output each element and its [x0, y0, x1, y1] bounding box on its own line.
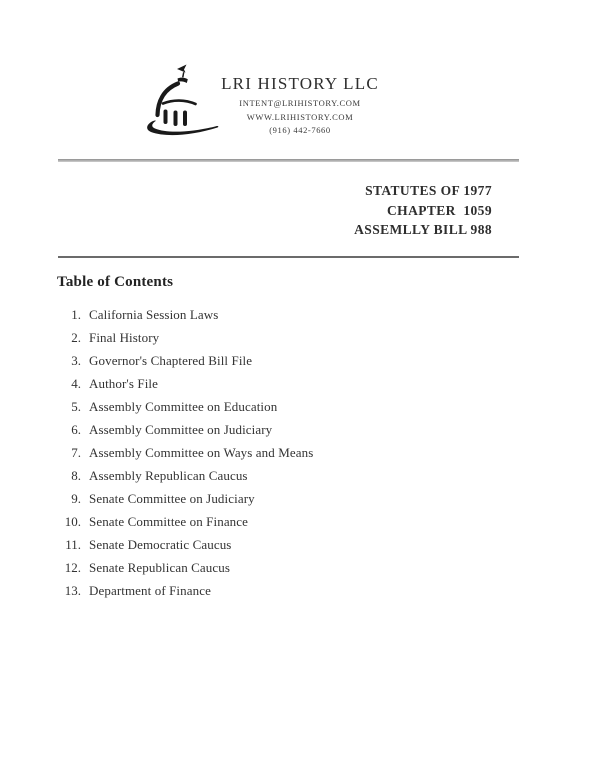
toc-item-label: Assembly Committee on Education	[89, 399, 278, 414]
toc-item-label: Governor's Chaptered Bill File	[89, 353, 253, 368]
toc-item-number: 11.	[65, 537, 81, 552]
company-name: LRI HISTORY LLC	[221, 74, 379, 93]
company-contacts	[0, 97, 600, 138]
company-email: INTENT@LRIHISTORY.COM	[239, 98, 361, 108]
toc-item	[0, 418, 600, 441]
toc-item	[0, 372, 600, 395]
toc-item-label: Assembly Republican Caucus	[89, 468, 248, 483]
toc-item-number: 5.	[71, 399, 81, 414]
toc-title: Table of Contents	[57, 274, 174, 290]
toc-item-number: 10.	[64, 514, 81, 529]
toc-item-label: Final History	[89, 330, 160, 345]
toc-item-label: Senate Democratic Caucus	[89, 537, 232, 552]
toc-item	[0, 303, 600, 326]
toc-item-number: 7.	[71, 445, 81, 460]
toc-item-label: Assembly Committee on Judiciary	[89, 422, 273, 437]
toc-item	[0, 487, 600, 510]
statute-reference-block	[354, 181, 492, 240]
toc-item	[0, 441, 600, 464]
statute-line-chapter: CHAPTER 1059	[387, 202, 492, 218]
toc-item	[0, 326, 600, 349]
toc-item-label: Senate Committee on Judiciary	[89, 491, 255, 506]
divider-top	[58, 159, 519, 162]
toc-item-number: 2.	[71, 330, 81, 345]
toc-item-label: Author's File	[89, 376, 159, 391]
toc-item-number: 9.	[71, 491, 81, 506]
toc-item	[0, 556, 600, 579]
toc-item-label: Assembly Committee on Ways and Means	[89, 445, 314, 460]
toc-item-label: California Session Laws	[89, 307, 219, 322]
toc-item-label: Senate Committee on Finance	[89, 514, 249, 529]
toc-item-number: 6.	[71, 422, 81, 437]
toc-item-number: 12.	[64, 560, 81, 575]
toc-list	[0, 303, 600, 602]
company-phone: (916) 442-7660	[269, 125, 331, 135]
letterhead-text	[0, 74, 600, 138]
toc-item-label: Senate Republican Caucus	[89, 560, 231, 575]
toc-item-number: 3.	[71, 353, 81, 368]
company-website: WWW.LRIHISTORY.COM	[246, 111, 354, 122]
toc-item	[0, 579, 600, 602]
toc-item	[0, 349, 600, 372]
toc-item	[0, 510, 600, 533]
statute-line-statutes: STATUTES OF 1977	[365, 183, 492, 198]
toc-item-number: 1.	[71, 307, 81, 322]
toc-item-number: 13.	[64, 583, 81, 598]
statute-line-bill: ASSEMLLY BILL 988	[354, 222, 492, 237]
divider-bottom	[58, 256, 519, 258]
toc-item	[0, 395, 600, 418]
toc-item	[0, 533, 600, 556]
toc-item-label: Department of Finance	[89, 583, 211, 598]
toc-item	[0, 464, 600, 487]
toc-item-number: 4.	[71, 376, 81, 391]
toc-item-number: 8.	[71, 468, 81, 483]
